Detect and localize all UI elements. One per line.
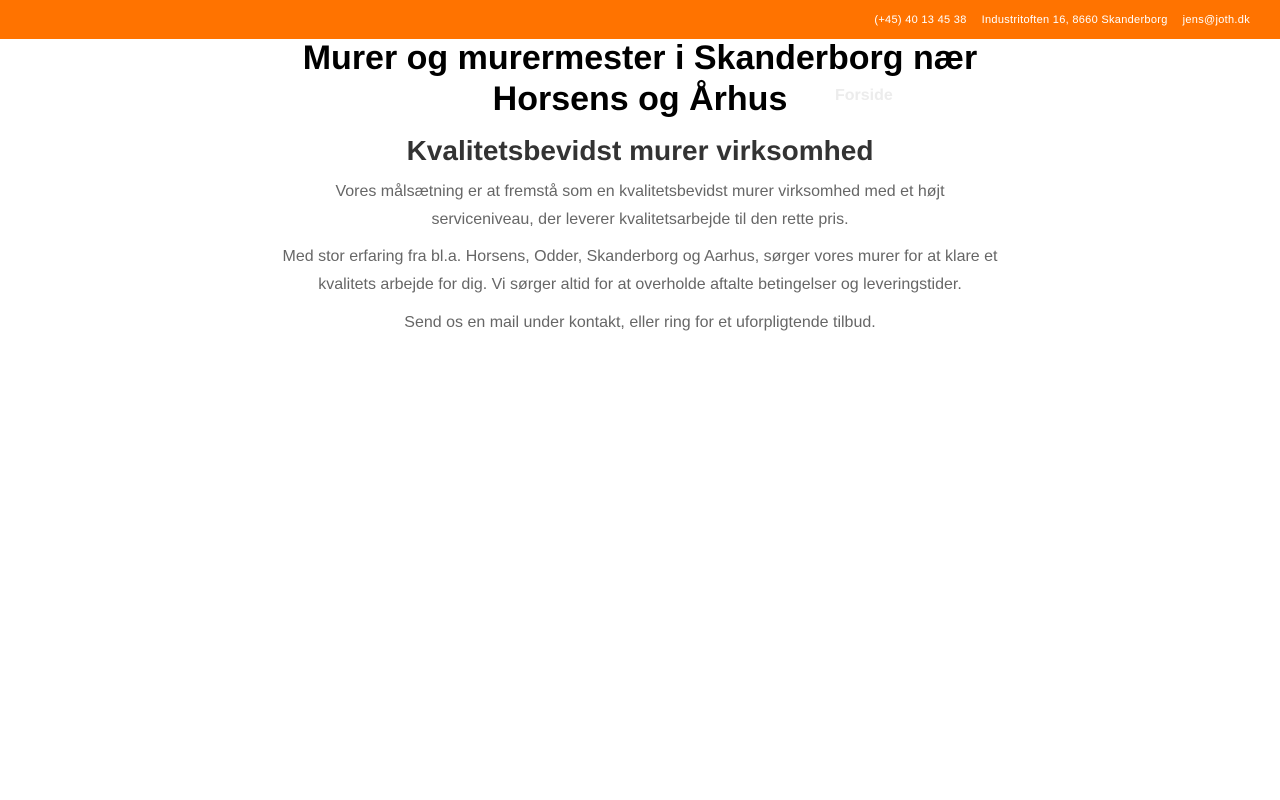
address-link[interactable]: Industritoften 16, 8660 Skanderborg [981, 14, 1168, 26]
contact-paragraph: Send os en mail under kontakt, eller ring for et uforpligtende tilbud. [404, 314, 876, 331]
experience-paragraph: Med stor erfaring fra bl.a. Horsens, Odder, Skanderborg og Aarhus, sørger vores murer for at klare et kvalitets arbejde for dig. Vi sørger altid for at overholde aftalte betingelser og leveringstider. [282, 248, 998, 293]
top-bar [0, 0, 1280, 39]
contact-links [874, 12, 1250, 28]
intro-paragraph: Vores målsætning er at fremstå som en kvalitetsbevidst murer virksomhed med et højt serviceniveau, der leverer kvalitetsarbejde til den rette pris. [335, 183, 945, 228]
page-subtitle: Kvalitetsbevidst murer virksomhed [406, 135, 874, 166]
phone-link[interactable]: (+45) 40 13 45 38 [874, 14, 967, 26]
main-content [240, 38, 1040, 337]
page-title: Murer og murermester i Skanderborg nær Horsens og Århus [302, 39, 978, 118]
email-link[interactable]: jens@joth.dk [1182, 14, 1250, 26]
nav-item-forside[interactable]: Forside [835, 87, 893, 104]
